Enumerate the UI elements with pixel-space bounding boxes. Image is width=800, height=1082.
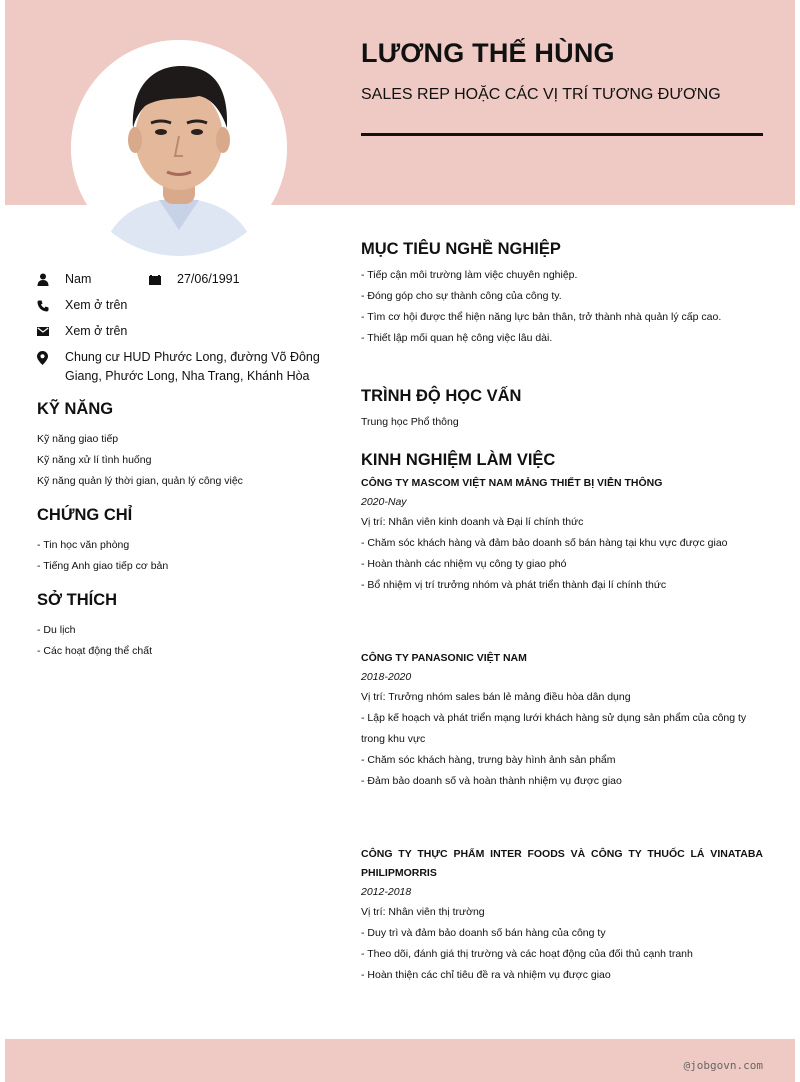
job-line: - Lập kế hoạch và phát triển mạng lưới khách hàng sử dụng sản phẩm của công ty trong khu vực [361, 712, 747, 745]
objective-title: MỤC TIÊU NGHỀ NGHIỆP [361, 240, 561, 258]
certificates-title: CHỨNG CHỈ [37, 506, 133, 524]
hobbies-title: SỞ THÍCH [37, 591, 118, 609]
job-entry [361, 649, 763, 792]
phone-value: Xem ở trên [65, 298, 128, 312]
user-icon [37, 270, 65, 289]
skill-item: Kỹ năng quản lý thời gian, quản lý công việc [37, 475, 243, 487]
phone-row [37, 296, 327, 315]
address-row [37, 348, 327, 386]
job-line: Vị trí: Trưởng nhóm sales bán lẻ mảng điều hòa dân dụng [361, 691, 631, 703]
skill-item: Kỹ năng xử lí tình huống [37, 454, 152, 466]
education-section [361, 387, 763, 433]
job-entry [361, 474, 763, 596]
hobby-item: - Các hoạt động thể chất [37, 645, 152, 657]
skill-item: Kỹ năng giao tiếp [37, 433, 119, 445]
job-entry [361, 845, 763, 986]
education-level: Trung học Phổ thông [361, 416, 459, 428]
objective-item: - Tiếp cận môi trường làm việc chuyên nghiệp. [361, 269, 578, 281]
mail-icon [37, 322, 65, 341]
profile-photo [71, 40, 287, 256]
skills-section [37, 400, 327, 492]
certificates-section [37, 506, 327, 577]
header-rule [361, 133, 763, 136]
candidate-name: LƯƠNG THẾ HÙNG [361, 38, 615, 68]
job-line: Vị trí: Nhân viên thị trường [361, 906, 485, 918]
left-column [37, 270, 327, 662]
address-value: Chung cư HUD Phước Long, đường Võ Đông Giang, Phước Long, Nha Trang, Khánh Hòa [65, 350, 320, 383]
experience-section [361, 451, 763, 986]
objective-item: - Tìm cơ hội được thể hiện năng lực bản thân, trở thành nhà quản lý cấp cao. [361, 311, 722, 323]
job-company: CÔNG TY THỰC PHẨM INTER FOODS VÀ CÔNG TY THUỐC LÁ VINATABA PHILIPMORRIS [361, 848, 763, 879]
phone-icon [37, 296, 65, 315]
education-title: TRÌNH ĐỘ HỌC VẤN [361, 387, 522, 405]
certificate-item: - Tin học văn phòng [37, 539, 130, 551]
hobby-item: - Du lịch [37, 624, 76, 636]
watermark: @jobgovn.com [683, 1059, 763, 1072]
email-value: Xem ở trên [65, 324, 128, 338]
job-line: - Chăm sóc khách hàng và đảm bảo doanh số bán hàng tại khu vực được giao [361, 537, 728, 549]
calendar-icon [149, 270, 177, 289]
email-row [37, 322, 327, 341]
job-period: 2020-Nay [361, 496, 407, 508]
job-period: 2018-2020 [361, 671, 412, 683]
job-line: Vị trí: Nhân viên kinh doanh và Đại lí chính thức [361, 516, 584, 528]
objective-section [361, 240, 763, 349]
hobbies-section [37, 591, 327, 662]
job-line: - Bổ nhiệm vị trí trưởng nhóm và phát triển thành đại lí chính thức [361, 579, 667, 591]
cv-page [5, 0, 795, 1082]
certificate-item: - Tiếng Anh giao tiếp cơ bản [37, 560, 169, 572]
job-line: - Đảm bảo doanh số và hoàn thành nhiệm vụ được giao [361, 775, 622, 787]
objective-item: - Đóng góp cho sự thành công của công ty. [361, 290, 562, 302]
experience-title: KINH NGHIỆM LÀM VIỆC [361, 451, 556, 469]
job-line: - Theo dõi, đánh giá thị trường và các hoạt động của đối thủ cạnh tranh [361, 948, 693, 960]
objective-item: - Thiết lập mối quan hệ công việc lâu dài. [361, 332, 553, 344]
job-line: - Duy trì và đảm bảo doanh số bán hàng của công ty [361, 927, 606, 939]
footer-band [5, 1039, 795, 1082]
birthdate-value: 27/06/1991 [177, 272, 240, 286]
job-line: - Chăm sóc khách hàng, trưng bày hình ảnh sản phẩm [361, 754, 616, 766]
gender-birthdate-row [37, 270, 327, 289]
job-line: - Hoàn thành các nhiệm vụ công ty giao phó [361, 558, 567, 570]
job-company: CÔNG TY PANASONIC VIỆT NAM [361, 652, 527, 664]
job-line: - Hoàn thiện các chỉ tiêu đề ra và nhiệm vụ được giao [361, 969, 611, 981]
target-role: SALES REP HOẶC CÁC VỊ TRÍ TƯƠNG ĐƯƠNG [361, 86, 721, 103]
location-pin-icon [37, 348, 65, 367]
job-company: CÔNG TY MASCOM VIỆT NAM MẢNG THIẾT BỊ VIỄN THÔNG [361, 477, 663, 489]
job-period: 2012-2018 [361, 886, 412, 898]
skills-title: KỸ NĂNG [37, 400, 114, 418]
gender-value: Nam [65, 272, 92, 286]
